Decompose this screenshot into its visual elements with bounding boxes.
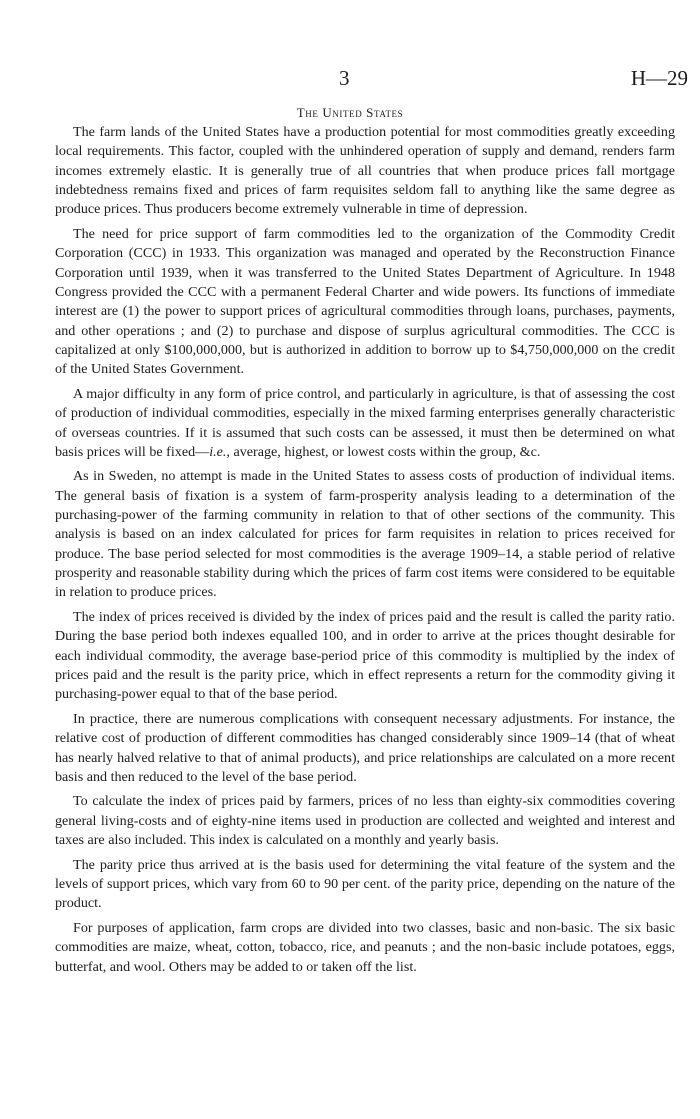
page-number: 3 <box>339 66 350 90</box>
paragraph-ccc: The need for price support of farm commodities led to the organization of the Commodity Credit Corporation (CCC) in 1933. This organization was managed and operated by the Reconstruction Finance Corporation until 1939, when it was transferred to the United States Department of Agriculture. In 1948 Congress provided the CCC with a permanent Federal Charter and wide powers. Its functions of immediate interest are (1) the power to support prices of agricultural commodities through loans, purchases, payments, and other operations ; and (2) to purchase and dispose of surplus agricultural commodities. The CCC is capitalized at only $100,000,000, but is authorized in addition to borrow up to $4,750,000,000 on the credit of the United States Government. <box>55 225 675 378</box>
paragraph-price-control <box>55 385 675 462</box>
ie-italic: i.e., <box>209 443 230 460</box>
paragraph-parity-ratio: The index of prices received is divided by the index of prices paid and the result is called the parity ratio. During the base period both indexes equalled 100, and in order to arrive at the prices thought desirable for each individual commodity, the average base-period price of this commodity is multiplied by the index of prices paid and the result is the parity price, which in effect represents a return for the commodity giving it purchasing-power equal to that of the base period. <box>55 609 675 703</box>
paragraph-sweden-comparison: As in Sweden, no attempt is made in the United States to assess costs of production of individual items. The general basis of fixation is a system of farm-prosperity analysis leading to a determination of the purchasing-power of the farming community in relation to that of other sections of the community. This analysis is based on an index calculated for prices for farm requisites in relation to prices received for produce. The base period selected for most commodities is the average 1909–14, a stable period of relative prosperity and reasonable stability during which the prices of farm cost items were considered to be equitable in relation to produce prices. <box>55 468 675 601</box>
paragraph-crop-classes: For purposes of application, farm crops are divided into two classes, basic and non-basic. The six basic commodities are maize, wheat, cotton, tobacco, rice, and peanuts ; and the non-basic include potatoes, eggs, butterfat, and wool. Others may be added to or taken off the list. <box>55 919 675 975</box>
body-text <box>55 123 675 982</box>
section-heading: The United States <box>296 105 404 120</box>
paragraph-complications: In practice, there are numerous complications with consequent necessary adjustments. For instance, the relative cost of production of different commodities has changed considerably since 1909–14 (that of wheat has nearly halved relative to that of animal products), and price relationships are calculated on a more recent basis and then reduced to the level of the base period. <box>55 710 675 785</box>
paragraph-price-control-text: A major difficulty in any form of price control, and particularly in agriculture, is that of assessing the cost of production of individual commodities, especially in the mixed farming enterprises generally characteristic of overseas countries. If it is assumed that such costs can be assessed, it must then be determined on what basis prices will be fixed— <box>55 385 675 460</box>
paragraph-index-calculation: To calculate the index of prices paid by farmers, prices of no less than eighty-six commodities covering general living-costs and of eighty-nine items used in production are collected and weighted and interest and taxes are also included. This index is calculated on a monthly and yearly basis. <box>55 793 675 849</box>
paragraph-price-control-tail: average, highest, or lowest costs within the group, &c. <box>229 443 541 460</box>
paragraph-farm-lands: The farm lands of the United States have a production potential for most commodities greatly exceeding local requirements. This factor, coupled with the unhindered operation of supply and demand, renders farm incomes extremely elastic. It is generally true of all countries that when produce prices fall mortgage indebtedness remains fixed and prices of farm requisites seldom fall to anything like the same degree as produce prices. Thus producers become extremely vulnerable in time of depression. <box>55 124 675 218</box>
document-reference: H—29 <box>630 66 688 90</box>
paragraph-parity-price: The parity price thus arrived at is the basis used for determining the vital feature of the system and the levels of support prices, which vary from 60 to 90 per cent. of the parity price, depending on the nature of the product. <box>55 856 675 912</box>
